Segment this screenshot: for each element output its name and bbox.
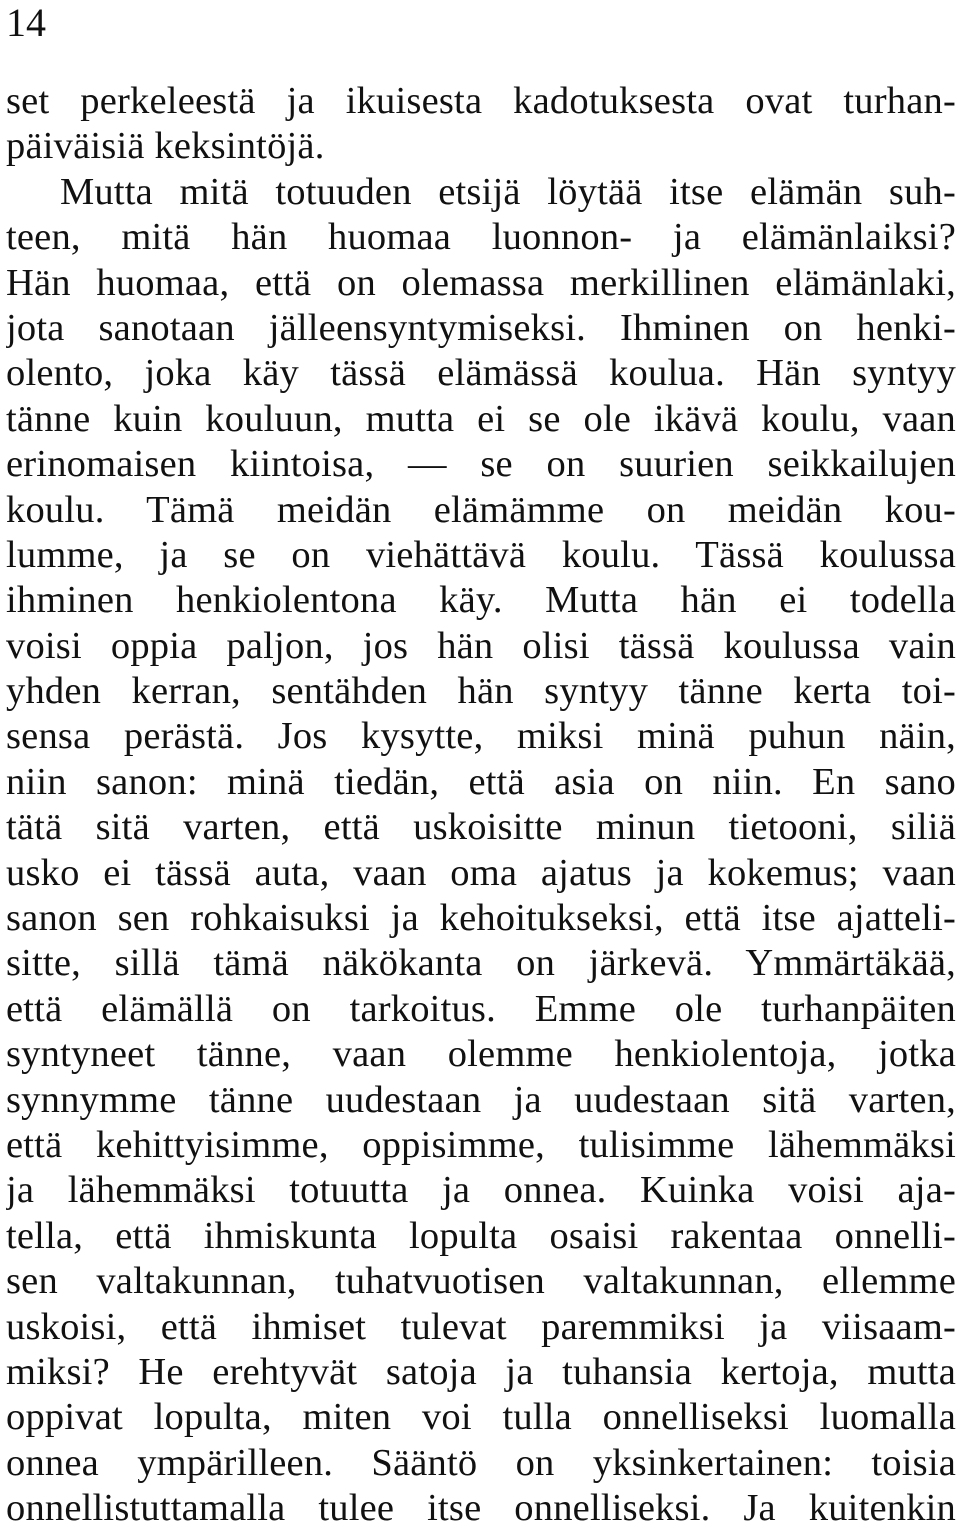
text-line: usko ei tässä auta, vaan oma ajatus ja kokemus; vaan — [6, 851, 956, 894]
text-line: yhden kerran, sentähden hän syntyy tänne kerta toi- — [6, 670, 956, 713]
text-line: tänne kuin kouluun, mutta ei se ole ikävä koulu, vaan — [6, 397, 956, 440]
text-line: erinomaisen kiintoisa, — se on suurien seikkailujen — [6, 443, 956, 486]
text-line: miksi? He erehtyvät satoja ja tuhansia kertoja, mutta — [6, 1350, 956, 1393]
text-line: että kehittyisimme, oppisimme, tulisimme lähemmäksi — [6, 1123, 956, 1166]
page-number: 14 — [6, 0, 46, 45]
text-line: Mutta mitä totuuden etsijä löytää itse elämän suh- — [60, 170, 956, 213]
text-line: onnellistuttamalla tulee itse onnelliseksi. Ja kuitenkin — [6, 1487, 956, 1530]
text-line: tätä sitä varten, että uskoisitte minun tietooni, siliä — [6, 806, 956, 849]
text-line: sanon sen rohkaisuksi ja kehoitukseksi, että itse ajatteli- — [6, 897, 956, 940]
text-line: teen, mitä hän huomaa luonnon- ja elämänlaiksi? — [6, 216, 956, 259]
text-line: ja lähemmäksi totuutta ja onnea. Kuinka voisi aja- — [6, 1169, 956, 1212]
body-text — [6, 79, 956, 1532]
text-line: ihminen henkiolentona käy. Mutta hän ei todella — [6, 579, 956, 622]
text-line: set perkeleestä ja ikuisesta kadotuksesta ovat turhan- — [6, 80, 956, 122]
text-line: että elämällä on tarkoitus. Emme ole turhanpäiten — [6, 987, 956, 1030]
text-line: oppivat lopulta, miten voi tulla onnelliseksi luomalla — [6, 1396, 956, 1439]
text-line: olento, joka käy tässä elämässä koulua. Hän syntyy — [6, 352, 956, 395]
text-line: voisi oppia paljon, jos hän olisi tässä koulussa vain — [6, 624, 956, 667]
text-line: onnea ympärilleen. Sääntö on yksinkertainen: toisia — [6, 1441, 956, 1484]
text-line: sensa perästä. Jos kysytte, miksi minä puhun näin, — [6, 715, 956, 758]
text-line: uskoisi, että ihmiset tulevat paremmiksi ja viisaam- — [6, 1305, 956, 1348]
text-line: Hän huomaa, että on olemassa merkillinen elämänlaki, — [6, 261, 956, 304]
text-line: lumme, ja se on viehättävä koulu. Tässä koulussa — [6, 533, 956, 576]
text-line: niin sanon: minä tiedän, että asia on niin. En sano — [6, 760, 956, 803]
text-line: sen valtakunnan, tuhatvuotisen valtakunnan, ellemme — [6, 1260, 956, 1303]
text-line: syntyneet tänne, vaan olemme henkiolentoja, jotka — [6, 1033, 956, 1076]
text-line: jota sanotaan jälleensyntymiseksi. Ihminen on henki- — [6, 306, 956, 349]
text-line: päiväisiä keksintöjä. — [6, 125, 325, 168]
text-line: sitte, sillä tämä näkökanta on järkevä. Ymmärtäkää, — [6, 942, 956, 985]
text-line: synnymme tänne uudestaan ja uudestaan sitä varten, — [6, 1078, 956, 1121]
text-line: koulu. Tämä meidän elämämme on meidän kou- — [6, 488, 956, 531]
text-line: tella, että ihmiskunta lopulta osaisi rakentaa onnelli- — [6, 1214, 956, 1257]
